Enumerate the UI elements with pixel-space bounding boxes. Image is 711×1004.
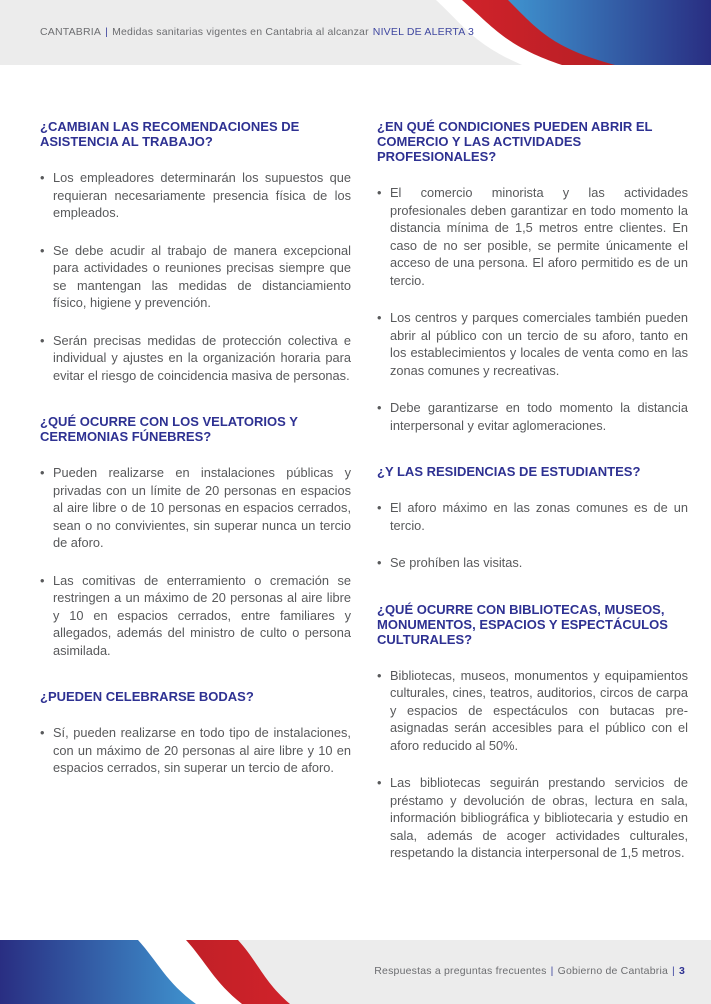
section-residencias-estudiantes <box>377 464 688 572</box>
bullet-item: • El comercio minorista y las actividades profesionales deben garantizar en todo momento la distancia mínima de 1,5 metros entre clientes. En caso de no ser posible, se permite únicamente el acceso de una persona. El aforo permitido es de un tercio. <box>377 184 688 289</box>
page-header-band <box>0 0 711 65</box>
section-heading: ¿QUÉ OCURRE CON BIBLIOTECAS, MUSEOS, MONUMENTOS, ESPACIOS Y ESPECTÁCULOS CULTURALES? <box>377 601 668 647</box>
footer-separator: | <box>672 965 675 977</box>
section-bibliotecas-cultura <box>377 602 688 862</box>
section-heading: ¿PUEDEN CELEBRARSE BODAS? <box>40 689 254 704</box>
header-meta <box>40 26 474 38</box>
bullet-item: • Serán precisas medidas de protección colectiva e individual y ajustes en la organización horaria para evitar el riesgo de coincidencia masiva de personas. <box>40 332 351 385</box>
footer-meta <box>374 965 685 977</box>
header-subtitle: Medidas sanitarias vigentes en Cantabria al alcanzar <box>112 26 369 38</box>
section-bodas <box>40 689 351 777</box>
section-comercio <box>377 119 688 434</box>
bullet-item: • Pueden realizarse en instalaciones públicas y privadas con un límite de 20 personas en espacios al aire libre o de 10 personas en espacios cerrados, sean o no convivientes, sin superar nunca un tercio de aforo. <box>40 464 351 552</box>
section-heading: ¿QUÉ OCURRE CON LOS VELATORIOS Y CEREMONIAS FÚNEBRES? <box>40 414 298 444</box>
section-heading: ¿EN QUÉ CONDICIONES PUEDEN ABRIR EL COMERCIO Y LAS ACTIVIDADES PROFESIONALES? <box>377 119 653 164</box>
footer-org: Gobierno de Cantabria <box>557 965 669 977</box>
bullet-item: • Los centros y parques comerciales también pueden abrir al público con un tercio de su aforo, tanto en los establecimientos y locales de venta como en las zonas comunes y recreativas. <box>377 309 688 379</box>
bullet-item: • Los empleadores determinarán los supuestos que requieran necesariamente presencia física de los empleados. <box>40 169 351 222</box>
bullet-list <box>377 667 688 862</box>
bullet-item: • Sí, pueden realizarse en todo tipo de instalaciones, con un máximo de 20 personas al aire libre y 10 en espacios cerrados, sin superar un tercio de aforo. <box>40 724 351 777</box>
bullet-item: • Se debe acudir al trabajo de manera excepcional para actividades o reuniones precisas siempre que se mantengan las medidas de distanciamiento físico, higiene y prevención. <box>40 242 351 312</box>
header-separator: | <box>105 26 109 38</box>
bullet-list <box>377 184 688 434</box>
bullet-item: • El aforo máximo en las zonas comunes es de un tercio. <box>377 499 688 534</box>
right-column <box>377 119 688 882</box>
header-region: CANTABRIA <box>40 26 102 38</box>
bullet-item: • Las bibliotecas seguirán prestando servicios de préstamo y devolución de obras, lectura en sala, información bibliográfica y bibliotecaria y estudio en sala, además de acoger actividades culturales, respetando la distancia interpersonal de 1,5 metros. <box>377 774 688 862</box>
bullet-list <box>377 499 688 572</box>
header-alert-level: NIVEL DE ALERTA 3 <box>372 26 475 38</box>
faq-content <box>40 119 688 882</box>
section-asistencia-trabajo <box>40 119 351 384</box>
bullet-list <box>40 724 351 777</box>
bullet-item: • Se prohíben las visitas. <box>377 554 688 572</box>
page-footer-band <box>0 940 711 1004</box>
bullet-item: • Las comitivas de enterramiento o cremación se restringen a un máximo de 20 personas al aire libre y 10 en espacios cerrados, entre familiares y allegados, además del ministro de culto o persona asimilada. <box>40 572 351 660</box>
section-heading: ¿Y LAS RESIDENCIAS DE ESTUDIANTES? <box>377 464 641 479</box>
footer-page-number: 3 <box>678 965 685 977</box>
section-heading: ¿CAMBIAN LAS RECOMENDACIONES DE ASISTENCIA AL TRABAJO? <box>40 119 300 149</box>
footer-doc-title: Respuestas a preguntas frecuentes <box>374 965 547 977</box>
left-column <box>40 119 351 882</box>
footer-wave-decoration <box>0 940 300 1004</box>
bullet-list <box>40 464 351 659</box>
section-velatorios <box>40 414 351 659</box>
bullet-item: • Bibliotecas, museos, monumentos y equipamientos culturales, cines, teatros, auditorios, circos de carpa y espacios de espectáculos con butacas pre-asignadas serán accesibles para el público con el aforo reducido al 50%. <box>377 667 688 755</box>
bullet-item: • Debe garantizarse en todo momento la distancia interpersonal y evitar aglomeraciones. <box>377 399 688 434</box>
bullet-list <box>40 169 351 384</box>
footer-separator: | <box>550 965 554 977</box>
